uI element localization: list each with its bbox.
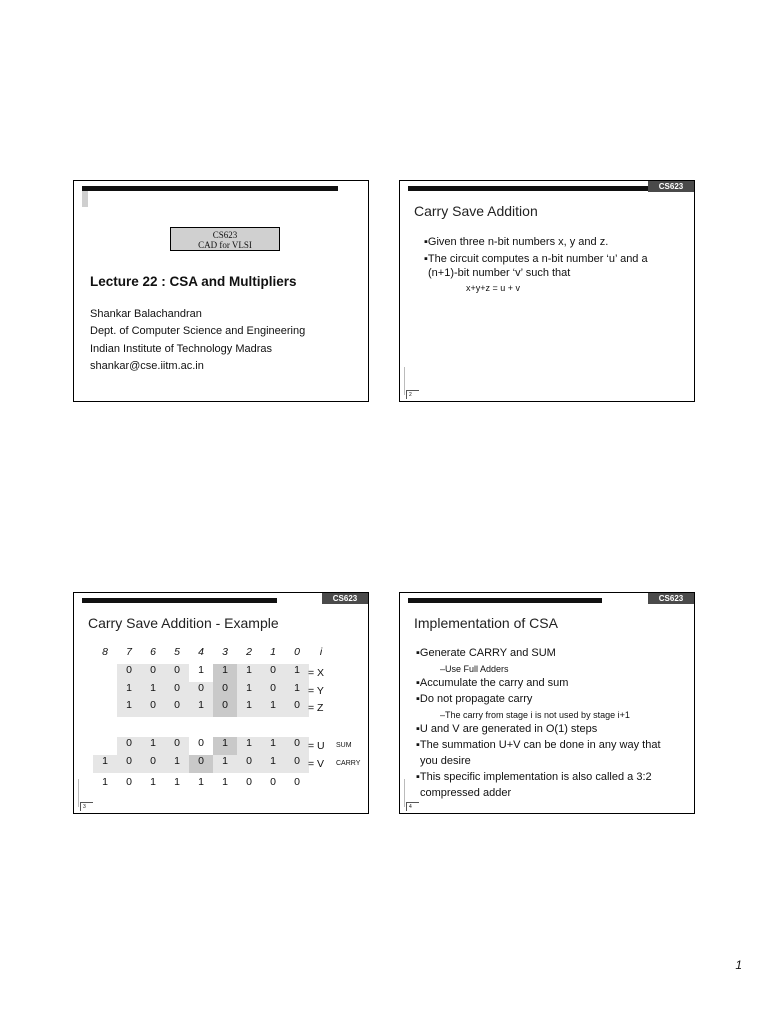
bit-cell: 1 <box>189 699 213 717</box>
bit-cell: 0 <box>285 699 309 717</box>
course-tag: CS623 <box>648 181 694 192</box>
course-code: CS623 <box>212 230 238 240</box>
bit-cell: 1 <box>213 664 237 682</box>
bit-cell: 0 <box>165 699 189 717</box>
bit-index-header: 7 <box>126 646 132 658</box>
course-tag: CS623 <box>322 593 368 604</box>
bullet: ▪Do not propagate carry <box>416 693 533 705</box>
bit-cell: 0 <box>285 755 309 773</box>
row-label: = V <box>308 758 325 770</box>
bit-cell: 1 <box>117 682 141 700</box>
bit-cell: 0 <box>261 682 285 700</box>
bit-cell: 0 <box>198 737 204 749</box>
bit-cell: 0 <box>294 776 300 788</box>
bit-cell: 0 <box>165 664 189 682</box>
bit-cell <box>93 682 117 700</box>
bit-cell: 0 <box>165 737 189 755</box>
bullet: ▪This specific implementation is also called a 3:2 <box>416 771 652 783</box>
bullet: compressed adder <box>420 787 512 799</box>
side-line <box>404 367 405 395</box>
equation: x+y+z = u + v <box>466 283 521 293</box>
title-bar <box>408 598 602 603</box>
title-bar <box>408 186 648 191</box>
bit-cell: 1 <box>117 699 141 717</box>
row-label: = U <box>308 740 325 752</box>
bit-cell: 1 <box>237 664 261 682</box>
title-bar <box>82 186 338 191</box>
row-label: = Z <box>308 702 324 714</box>
bit-cell: 0 <box>141 699 165 717</box>
bit-cell: 1 <box>102 776 108 788</box>
bit-index-header: 2 <box>246 646 252 658</box>
bit-index-header: 6 <box>150 646 156 658</box>
bit-cell: 1 <box>198 664 204 676</box>
row-note: CARRY <box>336 760 361 767</box>
lecture-title: Lecture 22 : CSA and Multipliers <box>90 274 297 289</box>
course-name: CAD for VLSI <box>198 240 252 250</box>
bit-cell: 1 <box>237 737 261 755</box>
bit-cell: 1 <box>141 682 165 700</box>
course-tag: CS623 <box>648 593 694 604</box>
slide-page-number: 4 <box>406 802 419 811</box>
bullet: you desire <box>420 755 471 767</box>
bit-cell: 1 <box>198 776 204 788</box>
course-box <box>170 227 280 251</box>
bit-cell: 1 <box>213 755 237 773</box>
bit-cell: 1 <box>174 776 180 788</box>
bullet: ▪Generate CARRY and SUM <box>416 647 556 659</box>
bit-cell: 0 <box>213 682 237 700</box>
slide-title: Carry Save Addition <box>414 203 538 219</box>
bit-cell: 1 <box>285 664 309 682</box>
bit-cell: 1 <box>261 737 285 755</box>
bit-cell <box>93 699 117 717</box>
slide-title: Implementation of CSA <box>414 615 558 631</box>
author-email: shankar@cse.iitm.ac.in <box>90 360 204 372</box>
bit-cell: 1 <box>213 737 237 755</box>
bit-cell: 0 <box>189 682 213 700</box>
bit-cell: 1 <box>261 755 285 773</box>
slide-2 <box>399 180 695 402</box>
slide-4 <box>399 592 695 814</box>
bit-index-header: 1 <box>270 646 276 658</box>
bit-cell: 1 <box>150 776 156 788</box>
bit-cell: 0 <box>237 755 261 773</box>
bit-cell: 0 <box>117 664 141 682</box>
bit-cell: 1 <box>237 699 261 717</box>
bit-index-header: 0 <box>294 646 300 658</box>
bit-cell: 0 <box>285 737 309 755</box>
bit-cell: 1 <box>141 737 165 755</box>
slide-1 <box>73 180 369 402</box>
bullet: –Use Full Adders <box>440 664 509 674</box>
author-institute: Indian Institute of Technology Madras <box>90 343 273 355</box>
bit-cell: 1 <box>261 699 285 717</box>
bullet: ▪U and V are generated in O(1) steps <box>416 723 598 735</box>
slide-page-number: 3 <box>80 802 93 811</box>
bullet: ▪The summation U+V can be done in any way that <box>416 739 661 751</box>
bullet: ▪The circuit computes a n-bit number ‘u’ and a <box>424 253 648 265</box>
slide-title: Carry Save Addition - Example <box>88 615 279 631</box>
bit-cell: 0 <box>246 776 252 788</box>
slide-page-number: 2 <box>406 390 419 399</box>
bit-cell: 0 <box>189 755 213 773</box>
bit-cell: 0 <box>141 755 165 773</box>
bit-cell: 1 <box>222 776 228 788</box>
bit-cell: 1 <box>285 682 309 700</box>
bit-cell: 1 <box>237 682 261 700</box>
bit-cell: 0 <box>165 682 189 700</box>
bit-cell: 0 <box>261 664 285 682</box>
bit-cell: 1 <box>93 755 117 773</box>
bit-cell <box>93 737 117 755</box>
bullet-continuation: (n+1)-bit number ‘v’ such that <box>428 267 571 279</box>
row-label: = X <box>308 667 325 679</box>
bit-cell: 0 <box>117 737 141 755</box>
bit-cell: 0 <box>213 699 237 717</box>
bullet: –The carry from stage i is not used by stage i+1 <box>440 710 630 720</box>
page-number: 1 <box>735 958 742 972</box>
bit-cell <box>93 664 117 682</box>
author-dept: Dept. of Computer Science and Engineering <box>90 325 306 337</box>
side-line <box>78 779 79 807</box>
bit-index-header: 8 <box>102 646 108 658</box>
slide-3 <box>73 592 369 814</box>
row-label: = Y <box>308 685 324 697</box>
bit-index-header: i <box>319 646 323 658</box>
author-name: Shankar Balachandran <box>90 308 202 320</box>
bit-index-header: 3 <box>222 646 228 658</box>
side-line <box>404 779 405 807</box>
row-note: SUM <box>336 742 352 749</box>
title-bar-accent <box>82 191 88 207</box>
bullet: ▪Accumulate the carry and sum <box>416 677 569 689</box>
bullet: ▪Given three n-bit numbers x, y and z. <box>424 236 609 248</box>
title-bar <box>82 598 277 603</box>
bit-cell: 0 <box>126 776 132 788</box>
bit-index-header: 4 <box>198 646 204 658</box>
bit-cell: 0 <box>141 664 165 682</box>
bit-cell: 0 <box>270 776 276 788</box>
bit-cell: 0 <box>117 755 141 773</box>
bit-index-header: 5 <box>174 646 180 658</box>
bit-cell: 1 <box>165 755 189 773</box>
